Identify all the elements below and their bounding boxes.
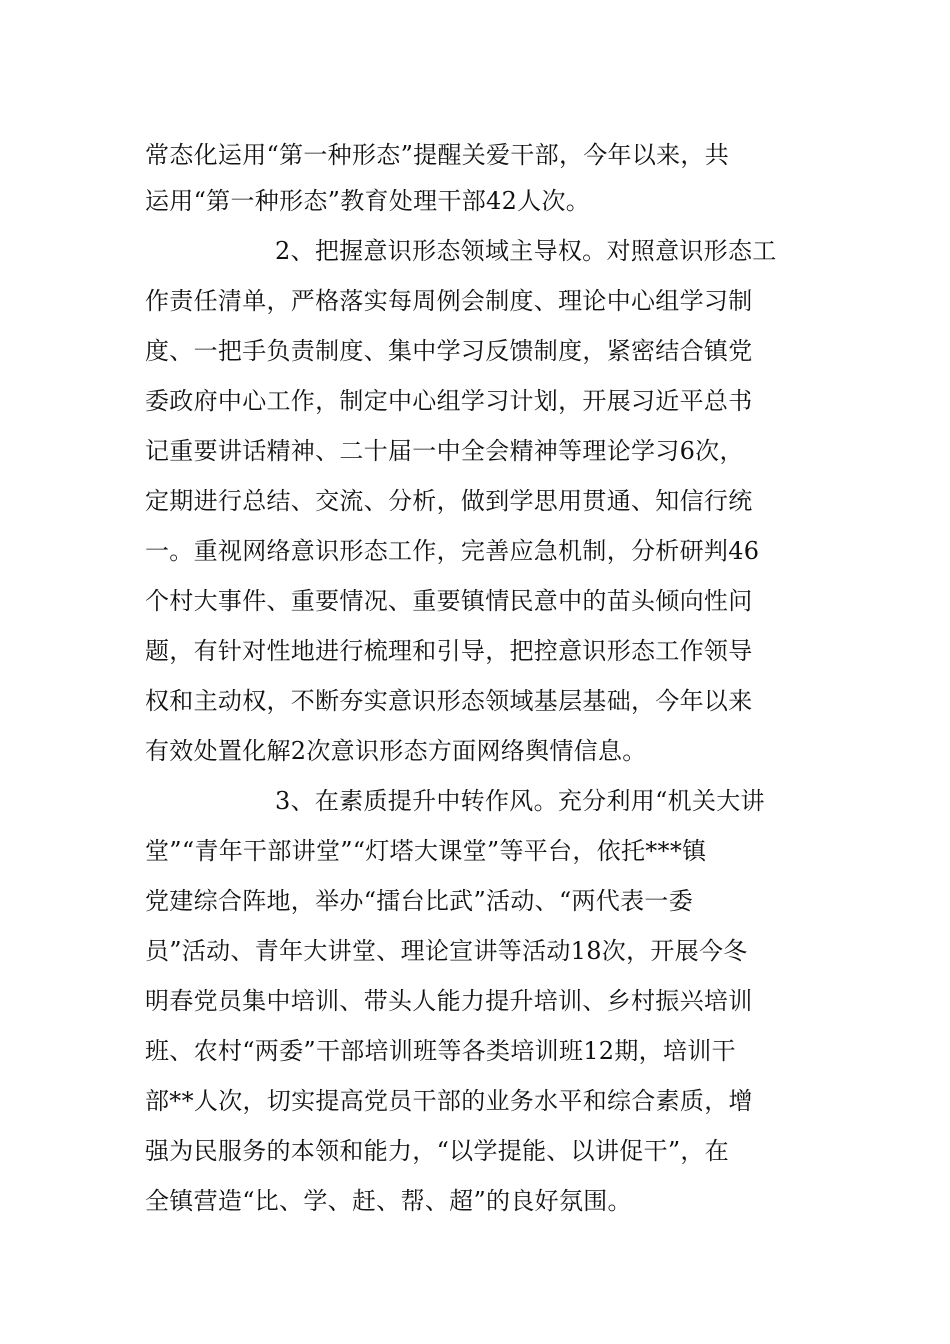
text-line: 记重要讲话精神、二十届一中全会精神等理论学习6次， bbox=[145, 437, 744, 465]
text-line: 堂”“青年干部讲堂”“灯塔大课堂”等平台，依托***镇 bbox=[145, 837, 707, 865]
text-line: 党建综合阵地，举办“擂台比武”活动、“两代表一委 bbox=[145, 887, 694, 915]
text-line: 部**人次，切实提高党员干部的业务水平和综合素质，增 bbox=[145, 1087, 753, 1115]
paragraph-heading-2: 2、把握意识形态领域主导权。对照意识形态工 bbox=[275, 237, 777, 265]
text-line: 班、农村“两委”干部培训班等各类培训班12期，培训干 bbox=[145, 1037, 736, 1065]
text-line: 运用“第一种形态”教育处理干部42人次。 bbox=[145, 187, 591, 215]
text-line: 度、一把手负责制度、集中学习反馈制度，紧密结合镇党 bbox=[145, 337, 753, 365]
text-line: 常态化运用“第一种形态”提醒关爱干部，今年以来，共 bbox=[145, 141, 730, 169]
text-line: 一。重视网络意识形态工作，完善应急机制，分析研判46 bbox=[145, 537, 760, 565]
text-line: 权和主动权，不断夯实意识形态领域基层基础，今年以来 bbox=[145, 687, 753, 715]
text-line: 明春党员集中培训、带头人能力提升培训、乡村振兴培训 bbox=[145, 987, 753, 1015]
text-line: 题，有针对性地进行梳理和引导，把控意识形态工作领导 bbox=[145, 637, 753, 665]
text-line: 委政府中心工作，制定中心组学习计划，开展习近平总书 bbox=[145, 387, 753, 415]
text-line: 有效处置化解2次意识形态方面网络舆情信息。 bbox=[145, 737, 647, 765]
text-line: 个村大事件、重要情况、重要镇情民意中的苗头倾向性问 bbox=[145, 587, 753, 615]
text-line: 员”活动、青年大讲堂、理论宣讲等活动18次，开展今冬 bbox=[145, 937, 748, 965]
text-line: 定期进行总结、交流、分析，做到学思用贯通、知信行统 bbox=[145, 487, 753, 515]
text-line: 强为民服务的本领和能力，“以学提能、以讲促干”，在 bbox=[145, 1137, 730, 1165]
text-line: 全镇营造“比、学、赶、帮、超”的良好氛围。 bbox=[145, 1187, 632, 1215]
paragraph-heading-3: 3、在素质提升中转作风。充分利用“机关大讲 bbox=[275, 787, 765, 815]
text-line: 作责任清单，严格落实每周例会制度、理论中心组学习制 bbox=[145, 287, 753, 315]
